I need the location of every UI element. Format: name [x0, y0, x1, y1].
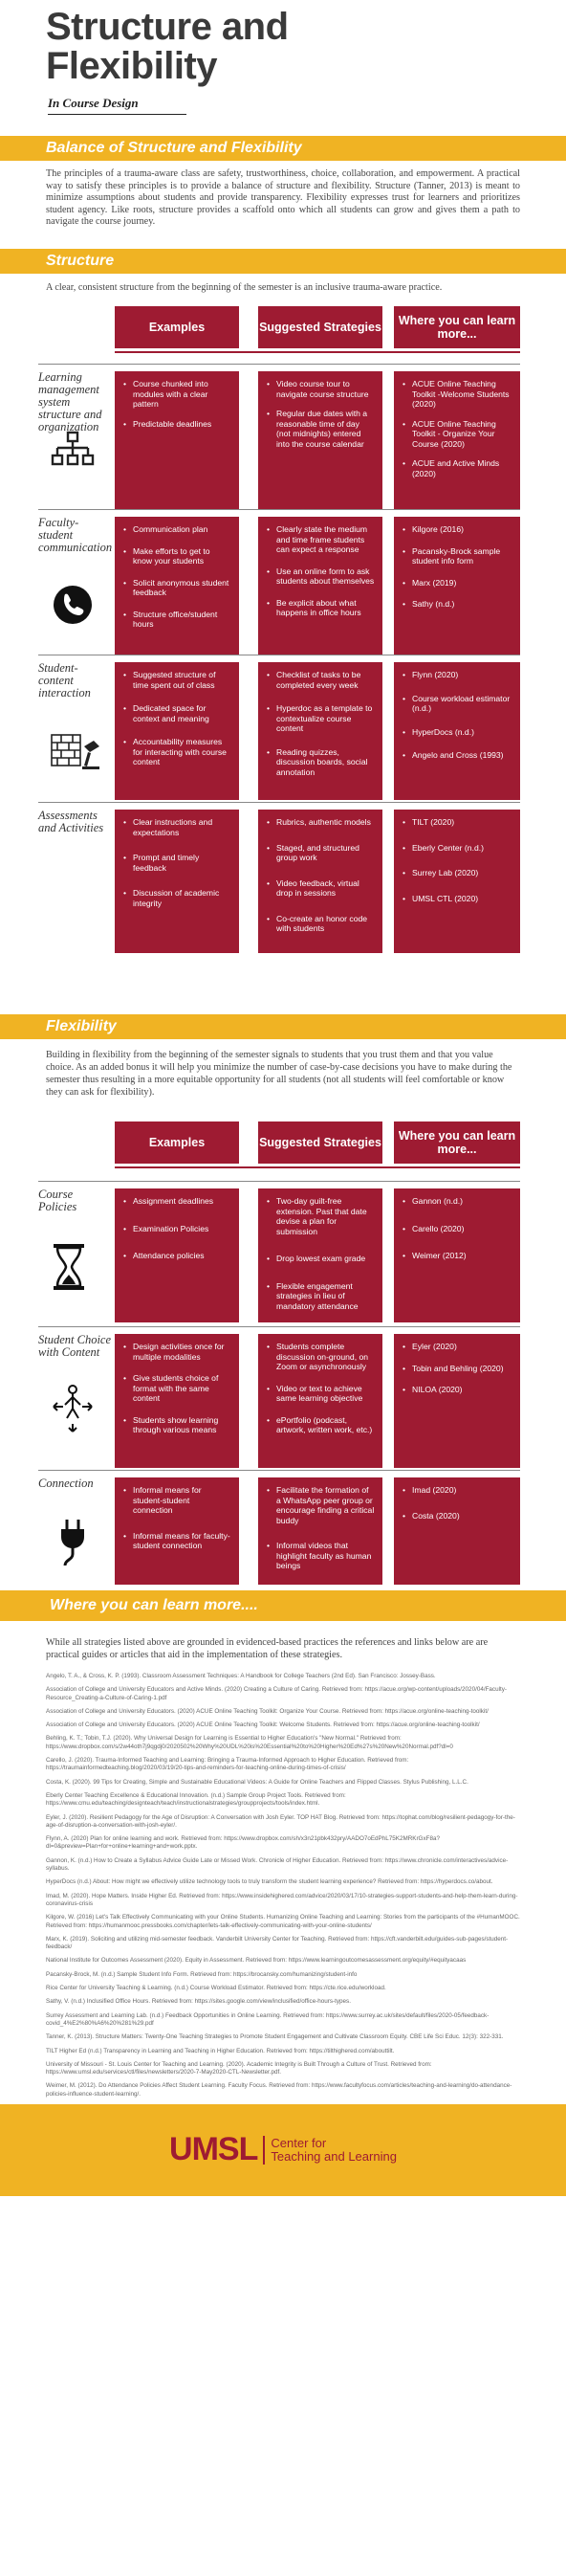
cell-strategies: [258, 1477, 382, 1585]
strategies-list: [266, 817, 375, 934]
reference-item: Imad, M. (2020). Hope Matters. Inside Higher Ed. Retrieved from: https://www.insidehighered.com/advice/2020/03/17/10-strategies-support-students-and-help-them-learn-during-coronavirus-crisis: [46, 1892, 518, 1907]
strategies-list: [266, 1196, 375, 1311]
cell-examples: [115, 517, 239, 655]
header-underline: [115, 1166, 520, 1168]
cell-learn: [394, 517, 520, 655]
bullet-item: • Use an online form to ask students about themselves: [266, 566, 375, 587]
bullet-item: • Students show learning through various means: [122, 1415, 231, 1435]
reference-item: Weimer, M. (2012). Do Attendance Policies Affect Student Learning. Faculty Focus. Retrieved from: https://www.facultyfocus.com/articles/teaching-and-learning/do-attendance-policies-influence-student-learning/.: [46, 2082, 512, 2098]
reference-item: TILT Higher Ed (n.d.) Transparency in Learning and Teaching in Higher Education. Retrieved from: https://tilthighered.com/abouttilt.: [46, 2047, 395, 2054]
row-divider: [38, 1181, 520, 1182]
row-divider: [38, 1326, 520, 1327]
bullet-item: • Weimer (2012): [402, 1251, 512, 1261]
bullet-item: • Clearly state the medium and time frame students can expect a response: [266, 524, 375, 555]
bullet-item: • Carello (2020): [402, 1224, 512, 1234]
bullet-item: • Regular due dates with a reasonable time of day (not midnights) entered into the course calendar: [266, 409, 375, 449]
balance-text: The principles of a trauma-aware class are safety, trustworthiness, choice, collaboration, and empowerment. A practical way to satisfy these principles is to provide a balance of structure and flexibility. Structure (Tanner, 2013) is meant to minimize assumptions about students and provide transparency. Flexibility expresses trust for learners and prioritizes student agency. Like roots, structure provides a scaffold onto which all students can grow and gives them a path to navigate the course journey.: [46, 168, 520, 227]
bullet-item: • Kilgore (2016): [402, 524, 512, 535]
bullet-item: • Assignment deadlines: [122, 1196, 231, 1207]
bullet-item: • Informal means for student-student connection: [122, 1485, 231, 1516]
structure-table: [0, 297, 566, 1014]
bullet-item: • Prompt and timely feedback: [122, 853, 231, 873]
examples-list: [122, 670, 231, 767]
examples-list: [122, 1342, 231, 1435]
cell-examples: [115, 662, 239, 800]
learn-list: [402, 1485, 512, 1521]
bullet-item: • Checklist of tasks to be completed every week: [266, 670, 375, 690]
cell-strategies: [258, 517, 382, 655]
page-subtitle: In Course Design: [48, 96, 186, 115]
brick-wall-icon: [50, 727, 103, 778]
reference-item: Marx, K. (2019). Soliciting and utilizing mid-semester feedback. Vanderbilt University Center for Teaching. Retrieved from: https://cft.vanderbilt.edu/guides-sub-pages/student-feedback/: [46, 1935, 509, 1951]
bullet-item: • Surrey Lab (2020): [402, 868, 512, 878]
row-label: Faculty-student communication: [38, 516, 113, 554]
bullet-item: • Video course tour to navigate course structure: [266, 379, 375, 399]
structure-lead: A clear, consistent structure from the beginning of the semester is an inclusive trauma-aware practice.: [46, 282, 443, 293]
examples-list: [122, 817, 231, 908]
title-line-1: Structure and: [46, 6, 289, 48]
strategies-list: [266, 1342, 375, 1435]
bullet-item: • Structure office/student hours: [122, 610, 231, 630]
reference-item: HyperDocs (n.d.) About: How might we effectively utilize technology tools to truly transform the student learning experience? Retrieved from: https://hyperdocs.co/about.: [46, 1878, 493, 1886]
cell-examples: [115, 810, 239, 953]
bullet-item: • Video or text to achieve same learning objective: [266, 1384, 375, 1404]
bullet-item: • Informal videos that highlight faculty as human beings: [266, 1541, 375, 1571]
cell-examples: [115, 1188, 239, 1322]
bullet-item: • Video feedback, virtual drop in sessions: [266, 878, 375, 899]
bullet-item: • UMSL CTL (2020): [402, 894, 512, 904]
bullet-item: • Angelo and Cross (1993): [402, 750, 512, 761]
logo-line-2: Teaching and Learning: [271, 2148, 397, 2164]
cell-examples: [115, 371, 239, 509]
reference-list: [0, 1673, 566, 2099]
cell-examples: [115, 1477, 239, 1585]
cell-strategies: [258, 1188, 382, 1322]
reference-item: Association of College and University Educators and Active Minds. (2020) Creating a Culture of Caring. Retrieved from: https://acue.org/wp-content/uploads/2020/04/Faculty-Resource_Creating-a-Culture-of-Caring-1.pdf: [46, 1686, 507, 1701]
bullet-item: • Accountability measures for interacting with course content: [122, 737, 231, 767]
row-label: Learning management system structure and organization: [38, 370, 102, 433]
reference-item: Surrey Assessment and Learning Lab. (n.d.) Feedback Opportunities in Online Learning. Retrieved from: https://www.surrey.ac.uk/sites/default/files/2020-05/feedback-covid_4%E2%80%A6%20%281%29.pdf: [46, 2011, 490, 2027]
learn-more-lead: While all strategies listed above are grounded in evidenced-based practices the references and links below are are practical guides or articles that aid in the implementation of these strategies.: [46, 1637, 489, 1660]
learn-list: [402, 670, 512, 761]
footer-banner: [0, 2104, 566, 2196]
bullet-item: • Facilitate the formation of a WhatsApp peer group or encourage finding a critical buddy: [266, 1485, 375, 1525]
learn-more-banner: [0, 1590, 566, 1621]
learn-list: [402, 817, 512, 903]
row-divider: [38, 1470, 520, 1471]
bullet-item: • Two-day guilt-free extension. Past that date devise a plan for submission: [266, 1196, 375, 1236]
learn-list: [402, 1342, 512, 1395]
bullet-item: • Course workload estimator (n.d.): [402, 694, 512, 714]
page-title: [46, 8, 520, 86]
bullet-item: • Tobin and Behling (2020): [402, 1364, 512, 1374]
logo-umsl-text: UMSL: [169, 2131, 258, 2168]
column-header-2: Suggested Strategies: [258, 306, 382, 348]
bullet-item: • Costa (2020): [402, 1511, 512, 1521]
bullet-item: • Give students choice of format with the same content: [122, 1373, 231, 1404]
bullet-item: • Students complete discussion on-ground, on Zoom or asynchronously: [266, 1342, 375, 1372]
bullet-item: • Dedicated space for context and meaning: [122, 703, 231, 723]
reference-item: Association of College and University Educators. (2020) ACUE Online Teaching Toolkit: Welcome Students. Retrieved from: https://acue.org/online-teaching-toolkit/: [46, 1721, 480, 1729]
logo-line-1: Center for: [271, 2135, 327, 2150]
header-underline: [115, 351, 520, 353]
row-divider: [38, 802, 520, 803]
reference-item: Rice Center for University Teaching & Learning. (n.d.) Course Workload Estimator. Retrieved from: https://cte.rice.edu/workload.: [46, 1985, 386, 1992]
row-label: Student-content interaction: [38, 661, 91, 700]
examples-list: [122, 1196, 231, 1261]
row-label: Connection: [38, 1477, 94, 1490]
reference-item: Behling, K. T.; Tobin, T.J. (2020). Why Universal Design for Learning is Essential to Higher Education's "New Normal." Retrieved from: https://www.dropbox.com/s/2w44oth7j9qgdj0/2020502%20Why%20UDL%20is%20Essential%20to%20Higher%20Ed%27s%20New%20Normal.pdf?dl=0: [46, 1735, 453, 1750]
reference-item: Carello, J. (2020). Trauma-Informed Teaching and Learning: Bringing a Trauma-Informed Approach to Higher Education. Retrieved from: https://traumainformedteaching.blog/2020/03/19/20-tips-and-reminders-for-teaching-online-during-times-of-crisis/: [46, 1757, 409, 1772]
reference-item: Angelo, T. A., & Cross, K. P. (1993). Classroom Assessment Techniques: A Handbook for College Teachers (2nd Ed). San Francisco: Jossey-Bass.: [46, 1673, 436, 1679]
plug-icon: [50, 1516, 96, 1570]
bullet-item: • Design activities once for multiple modalities: [122, 1342, 231, 1362]
bullet-item: • ePortfolio (podcast, artwork, written work, etc.): [266, 1415, 375, 1435]
row-divider: [38, 364, 520, 365]
cell-learn: [394, 1477, 520, 1585]
umsl-ctl-logo: [169, 2131, 397, 2168]
bullet-item: • Be explicit about what happens in office hours: [266, 598, 375, 618]
bullet-item: • ACUE Online Teaching Toolkit -Welcome Students (2020): [402, 379, 512, 410]
cell-strategies: [258, 662, 382, 800]
bullet-item: • Imad (2020): [402, 1485, 512, 1496]
learn-more-heading: Where you can learn more....: [50, 1597, 258, 1613]
bullet-item: • Rubrics, authentic models: [266, 817, 375, 828]
learn-list: [402, 524, 512, 610]
cell-examples: [115, 1334, 239, 1468]
bullet-item: • ACUE and Active Minds (2020): [402, 458, 512, 478]
examples-list: [122, 379, 231, 429]
bullet-item: • Co-create an honor code with students: [266, 914, 375, 934]
examples-list: [122, 524, 231, 630]
bullet-item: • Eberly Center (n.d.): [402, 843, 512, 854]
bullet-item: • Examination Policies: [122, 1224, 231, 1234]
examples-list: [122, 1485, 231, 1551]
cell-learn: [394, 371, 520, 509]
reference-item: Association of College and University Educators. (2020) ACUE Online Teaching Toolkit: Organize Your Course. Retrieved from: https://acue.org/online-teaching-toolkit/: [46, 1707, 489, 1715]
page-header: [0, 0, 566, 136]
structure-heading: Structure: [46, 253, 115, 269]
bullet-item: • Course chunked into modules with a clear pattern: [122, 379, 231, 410]
cell-strategies: [258, 810, 382, 953]
reference-item: National Institute for Outcomes Assessment (2020). Equity in Assessment. Retrieved from: https://www.learningoutcomesassessment.org/equity/#equityacaas: [46, 1957, 467, 1965]
bullet-item: • Flexible engagement strategies in lieu of mandatory attendance: [266, 1281, 375, 1312]
flexibility-lead: Building in flexibility from the beginning of the semester signals to students that you trust them and that you value choice. As an added bonus it will help you minimize the number of case-by-case decisions you have to make during the semester thus resulting in a more equitable opportunity for all students (not all students will feel comfortable or know they can ask for flexibility).: [46, 1050, 512, 1098]
bullet-item: • Suggested structure of time spent out of class: [122, 670, 231, 690]
reference-item: Kilgore, W. (2016) Let's Talk Effectively Communicating with your Online Students. Humanizing Online Teaching and Learning: Stories from the participants of the #HumanMOOC. Retrieved from: https://humanmooc.pressbooks.com/chapter/lets-talk-effectively-communicating-with-your-online-students/: [46, 1914, 520, 1929]
structure-banner: [0, 249, 566, 274]
bullet-item: • Hyperdoc as a template to contextualize course content: [266, 703, 375, 734]
bullet-item: • Pacansky-Brock sample student info form: [402, 546, 512, 566]
row-divider: [38, 509, 520, 510]
logo-divider: [263, 2136, 265, 2165]
phone-icon: [50, 582, 96, 633]
strategies-list: [266, 379, 375, 449]
flexibility-heading: Flexibility: [46, 1018, 117, 1034]
cell-strategies: [258, 1334, 382, 1468]
bullet-item: • Discussion of academic integrity: [122, 888, 231, 908]
bullet-item: • Staged, and structured group work: [266, 843, 375, 863]
bullet-item: • Make efforts to get to know your students: [122, 546, 231, 566]
bullet-item: • Sathy (n.d.): [402, 599, 512, 610]
cell-learn: [394, 810, 520, 953]
bullet-item: • Predictable deadlines: [122, 419, 231, 430]
bullet-item: • Drop lowest exam grade: [266, 1254, 375, 1264]
bullet-item: • Flynn (2020): [402, 670, 512, 680]
cell-learn: [394, 662, 520, 800]
cell-strategies: [258, 371, 382, 509]
logo-ctl-text: [271, 2137, 397, 2164]
bullet-item: • Clear instructions and expectations: [122, 817, 231, 837]
strategies-list: [266, 1485, 375, 1571]
hourglass-icon: [50, 1242, 88, 1297]
flexibility-table: [0, 1114, 566, 1590]
learn-list: [402, 1196, 512, 1261]
bullet-item: • NILOA (2020): [402, 1385, 512, 1395]
bullet-item: • Eyler (2020): [402, 1342, 512, 1352]
column-header-1: Examples: [115, 1121, 239, 1164]
flexibility-banner: [0, 1014, 566, 1039]
bullet-item: • Solicit anonymous student feedback: [122, 578, 231, 598]
bullet-item: • Attendance policies: [122, 1251, 231, 1261]
reference-item: Eberly Center Teaching Excellence & Educational Innovation. (n.d.) Sample Group Project Tools. Retrieved from: https://www.cmu.edu/teaching/designteach/teach/instructionalstrategies/groupprojects/tools/index.html.: [46, 1791, 346, 1808]
choice-arrows-icon: [50, 1384, 96, 1438]
column-header-2: Suggested Strategies: [258, 1121, 382, 1164]
learn-list: [402, 379, 512, 478]
bullet-item: • TILT (2020): [402, 817, 512, 828]
reference-item: Pacansky-Brock, M. (n.d.) Sample Student Info Form. Retrieved from: https://brocansky.com/humanizing/student-info: [46, 1970, 358, 1978]
sitemap-icon: [50, 429, 96, 479]
column-header-3: Where you can learn more...: [394, 1121, 520, 1164]
balance-banner: [0, 136, 566, 161]
bullet-item: • ACUE Online Teaching Toolkit - Organize Your Course (2020): [402, 419, 512, 450]
row-label: Assessments and Activities: [38, 809, 104, 834]
bullet-item: • Marx (2019): [402, 578, 512, 588]
bullet-item: • Informal means for faculty-student connection: [122, 1531, 231, 1551]
reference-item: University of Missouri - St. Louis Center for Teaching and Learning. (2020). Academic Integrity is Built Through a Culture of Trust. Retrieved from: https://www.umsl.edu/services/ctl/files/newsletters/2020-7-May2020-CTL-Newsletter.pdf.: [46, 2060, 432, 2076]
bullet-item: • Gannon (n.d.): [402, 1196, 512, 1207]
column-header-3: Where you can learn more...: [394, 306, 520, 348]
cell-learn: [394, 1334, 520, 1468]
reference-item: Tanner, K. (2013). Structure Matters: Twenty-One Teaching Strategies to Promote Student Engagement and Cultivate Classroom Equity. CBE Life Sci Educ. 12(3): 322-331.: [46, 2033, 504, 2041]
reference-item: Sathy, V. (n.d.) Inclusified Office Hours. Retrieved from: https://sites.google.com/view/inclusified/office-hours-types.: [46, 1998, 351, 2006]
cell-learn: [394, 1188, 520, 1322]
reference-item: Flynn, A. (2020) Plan for online learning and work. Retrieved from: https://www.dropbox.com/sh/x3n21pbk432pry/AADO7oEdPhL75K2MRKrGxF8a?dl=0&preview=Plan+for+online+learning+and+work.pptx.: [46, 1835, 440, 1851]
strategies-list: [266, 524, 375, 618]
bullet-item: • Communication plan: [122, 524, 231, 535]
column-header-1: Examples: [115, 306, 239, 348]
reference-item: Costa, K. (2020). 99 Tips for Creating, Simple and Sustainable Educational Videos: A Guide for Online Teachers and Flipped Classes. Stylus Publishing, L.L.C.: [46, 1778, 468, 1786]
row-label: Student Choice with Content: [38, 1333, 112, 1359]
bullet-item: • Reading quizzes, discussion boards, social annotation: [266, 747, 375, 778]
reference-item: Gannon, K. (n.d.) How to Create a Syllabus Advice Guide Late or Missed Work. Chronicle of Higher Education. Retrieved from: https://www.chronicle.com/interactives/advice-syllabus.: [46, 1856, 509, 1873]
title-line-2: Flexibility: [46, 45, 217, 87]
strategies-list: [266, 670, 375, 777]
reference-item: Eyler, J. (2020). Resilient Pedagogy for the Age of Disruption: A Conversation with Josh Eyler. TOP HAT Blog. Retrieved from: https://tophat.com/blog/resilient-pedagogy-for-the-age-of-disruption-a-conversation-with-josh-eyler/.: [46, 1813, 515, 1829]
balance-heading: Balance of Structure and Flexibility: [46, 140, 302, 156]
row-label: Course Policies: [38, 1188, 77, 1213]
bullet-item: • HyperDocs (n.d.): [402, 727, 512, 738]
